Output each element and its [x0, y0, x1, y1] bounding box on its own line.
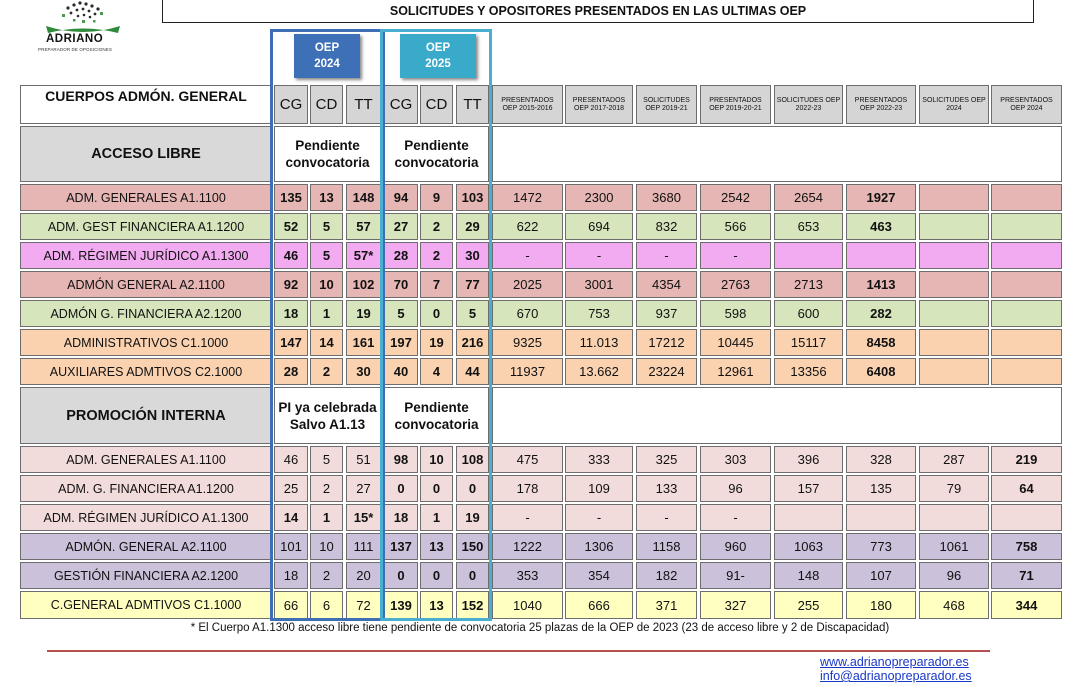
history-cell — [919, 271, 989, 298]
value-cell: 7 — [420, 271, 453, 298]
value-cell: 5 — [384, 300, 418, 327]
history-cell: 71 — [991, 562, 1062, 589]
value-cell: 2 — [310, 562, 343, 589]
history-cell: 2025 — [492, 271, 563, 298]
history-cell: 622 — [492, 213, 563, 240]
history-cell: 13356 — [774, 358, 843, 385]
value-cell: 0 — [420, 300, 453, 327]
value-cell: 46 — [274, 242, 308, 269]
value-cell: 2 — [420, 213, 453, 240]
history-header: PRESENTADOS OEP 2022-23 — [846, 85, 916, 124]
history-cell: 107 — [846, 562, 916, 589]
value-cell: 5 — [310, 213, 343, 240]
history-cell — [919, 184, 989, 211]
history-cell: 566 — [700, 213, 771, 240]
value-cell: 216 — [456, 329, 489, 356]
value-cell: 137 — [384, 533, 418, 560]
value-cell: 30 — [456, 242, 489, 269]
value-cell: 9 — [420, 184, 453, 211]
history-cell: 670 — [492, 300, 563, 327]
value-cell: 102 — [346, 271, 381, 298]
value-cell: 13 — [420, 591, 453, 619]
history-cell: 79 — [919, 475, 989, 502]
history-cell: 282 — [846, 300, 916, 327]
email-link[interactable]: info@adrianopreparador.es — [820, 669, 972, 683]
history-cell: 1061 — [919, 533, 989, 560]
value-cell: 18 — [384, 504, 418, 531]
history-cell: 960 — [700, 533, 771, 560]
page-title: SOLICITUDES Y OPOSITORES PRESENTADOS EN LAS ULTIMAS OEP — [162, 0, 1034, 23]
history-cell: - — [636, 242, 697, 269]
value-cell: 197 — [384, 329, 418, 356]
history-cell: - — [700, 242, 771, 269]
value-cell: 13 — [420, 533, 453, 560]
value-cell: 2 — [310, 475, 343, 502]
history-cell: 753 — [565, 300, 633, 327]
value-cell: 13 — [310, 184, 343, 211]
value-cell: 1 — [420, 504, 453, 531]
history-cell: 287 — [919, 446, 989, 473]
row-label: ADMÓN GENERAL A2.1100 — [20, 271, 272, 298]
history-cell: 10445 — [700, 329, 771, 356]
table-main-header: CUERPOS ADMÓN. GENERAL — [20, 85, 272, 124]
history-cell: 1158 — [636, 533, 697, 560]
history-cell: - — [700, 504, 771, 531]
value-cell: 161 — [346, 329, 381, 356]
value-cell: 51 — [346, 446, 381, 473]
value-cell: 108 — [456, 446, 489, 473]
history-cell: 1063 — [774, 533, 843, 560]
value-cell: 2 — [310, 358, 343, 385]
history-cell: 1222 — [492, 533, 563, 560]
history-cell: - — [565, 504, 633, 531]
value-cell: 25 — [274, 475, 308, 502]
history-cell: 15117 — [774, 329, 843, 356]
value-cell: 29 — [456, 213, 489, 240]
value-cell: 28 — [274, 358, 308, 385]
value-cell: 1 — [310, 504, 343, 531]
value-cell: 27 — [384, 213, 418, 240]
col-header-tt: TT — [456, 85, 489, 124]
history-cell: 157 — [774, 475, 843, 502]
value-cell: 4 — [420, 358, 453, 385]
history-cell: - — [565, 242, 633, 269]
value-cell: 10 — [420, 446, 453, 473]
section-history-blank — [492, 387, 1062, 444]
history-cell: 133 — [636, 475, 697, 502]
value-cell: 70 — [384, 271, 418, 298]
history-cell — [919, 213, 989, 240]
row-label: ADM. RÉGIMEN JURÍDICO A1.1300 — [20, 242, 272, 269]
history-cell: 12961 — [700, 358, 771, 385]
history-cell: 396 — [774, 446, 843, 473]
history-cell: - — [492, 242, 563, 269]
history-cell: 148 — [774, 562, 843, 589]
section-history-blank — [492, 126, 1062, 182]
history-cell — [919, 329, 989, 356]
value-cell: 40 — [384, 358, 418, 385]
value-cell: 30 — [346, 358, 381, 385]
history-cell: 2713 — [774, 271, 843, 298]
history-cell — [991, 184, 1062, 211]
note-2025: Pendiente convocatoria — [384, 387, 489, 444]
value-cell: 0 — [456, 475, 489, 502]
history-cell — [919, 504, 989, 531]
history-cell: 327 — [700, 591, 771, 619]
history-cell — [991, 358, 1062, 385]
history-cell: 180 — [846, 591, 916, 619]
history-cell: 219 — [991, 446, 1062, 473]
row-label: ADM. GEST FINANCIERA A1.1200 — [20, 213, 272, 240]
history-cell: 2654 — [774, 184, 843, 211]
history-header: SOLICITUDES OEP 2024 — [919, 85, 989, 124]
history-cell: 758 — [991, 533, 1062, 560]
oep-2024-box — [294, 34, 360, 78]
history-cell — [919, 358, 989, 385]
history-cell: 4354 — [636, 271, 697, 298]
logo-tree-icon — [38, 0, 128, 34]
value-cell: 28 — [384, 242, 418, 269]
history-cell: 371 — [636, 591, 697, 619]
history-cell: 353 — [492, 562, 563, 589]
row-label: ADMINISTRATIVOS C1.1000 — [20, 329, 272, 356]
history-cell — [991, 242, 1062, 269]
value-cell: 15* — [346, 504, 381, 531]
row-label: AUXILIARES ADMTIVOS C2.1000 — [20, 358, 272, 385]
value-cell: 77 — [456, 271, 489, 298]
note-2025: Pendiente convocatoria — [384, 126, 489, 182]
history-cell: 178 — [492, 475, 563, 502]
value-cell: 6 — [310, 591, 343, 619]
history-cell: 2763 — [700, 271, 771, 298]
history-cell — [774, 504, 843, 531]
history-cell: 11937 — [492, 358, 563, 385]
history-cell — [846, 242, 916, 269]
value-cell: 0 — [384, 475, 418, 502]
history-cell: 255 — [774, 591, 843, 619]
value-cell: 18 — [274, 300, 308, 327]
value-cell: 2 — [420, 242, 453, 269]
history-cell: 325 — [636, 446, 697, 473]
history-cell — [919, 242, 989, 269]
col-header-cg: CG — [384, 85, 418, 124]
history-header: PRESENTADOS OEP 2019-20-21 — [700, 85, 771, 124]
history-cell: 3680 — [636, 184, 697, 211]
history-cell: 3001 — [565, 271, 633, 298]
value-cell: 152 — [456, 591, 489, 619]
history-cell: 694 — [565, 213, 633, 240]
footnote: * El Cuerpo A1.1300 acceso libre tiene pendiente de convocatoria 25 plazas de la OEP de 2023 (23 de acceso libre y 2 de Discapacidad) — [190, 622, 890, 634]
value-cell: 46 — [274, 446, 308, 473]
value-cell: 44 — [456, 358, 489, 385]
history-cell: 653 — [774, 213, 843, 240]
history-cell: 135 — [846, 475, 916, 502]
value-cell: 150 — [456, 533, 489, 560]
history-cell: 23224 — [636, 358, 697, 385]
history-cell: 96 — [919, 562, 989, 589]
value-cell: 18 — [274, 562, 308, 589]
history-header: PRESENTADOS OEP 2017-2018 — [565, 85, 633, 124]
value-cell: 14 — [274, 504, 308, 531]
history-cell: 1413 — [846, 271, 916, 298]
value-cell: 103 — [456, 184, 489, 211]
divider — [47, 650, 990, 652]
history-cell — [991, 329, 1062, 356]
history-cell: 468 — [919, 591, 989, 619]
value-cell: 10 — [310, 271, 343, 298]
history-cell: 91- — [700, 562, 771, 589]
history-cell: 666 — [565, 591, 633, 619]
col-header-tt: TT — [346, 85, 381, 124]
value-cell: 66 — [274, 591, 308, 619]
history-cell — [991, 300, 1062, 327]
history-cell: 96 — [700, 475, 771, 502]
value-cell: 0 — [420, 475, 453, 502]
history-cell: 109 — [565, 475, 633, 502]
section-promocion_interna: PROMOCIÓN INTERNA — [20, 387, 272, 444]
oep-year: 2025 — [425, 58, 451, 70]
history-cell: - — [492, 504, 563, 531]
oep-label: OEP — [314, 42, 340, 54]
value-cell: 57* — [346, 242, 381, 269]
value-cell: 10 — [310, 533, 343, 560]
row-label: ADM. GENERALES A1.1100 — [20, 184, 272, 211]
history-cell: 354 — [565, 562, 633, 589]
history-cell: 2542 — [700, 184, 771, 211]
history-cell: 8458 — [846, 329, 916, 356]
section-acceso_libre: ACCESO LIBRE — [20, 126, 272, 182]
value-cell: 135 — [274, 184, 308, 211]
history-cell — [774, 242, 843, 269]
value-cell: 72 — [346, 591, 381, 619]
history-cell: 773 — [846, 533, 916, 560]
row-label: ADM. RÉGIMEN JURÍDICO A1.1300 — [20, 504, 272, 531]
history-cell: 6408 — [846, 358, 916, 385]
note-2024: PI ya celebrada Salvo A1.13 — [274, 387, 381, 444]
history-header: SOLICITUDES OEP 2019-21 — [636, 85, 697, 124]
value-cell: 14 — [310, 329, 343, 356]
history-cell: 1472 — [492, 184, 563, 211]
value-cell: 148 — [346, 184, 381, 211]
logo-brand: ADRIANO — [46, 33, 104, 45]
value-cell: 5 — [456, 300, 489, 327]
value-cell: 111 — [346, 533, 381, 560]
value-cell: 92 — [274, 271, 308, 298]
history-cell: 475 — [492, 446, 563, 473]
value-cell: 20 — [346, 562, 381, 589]
value-cell: 101 — [274, 533, 308, 560]
row-label: ADM. G. FINANCIERA A1.1200 — [20, 475, 272, 502]
history-cell — [991, 271, 1062, 298]
history-cell: 9325 — [492, 329, 563, 356]
history-cell — [919, 300, 989, 327]
value-cell: 94 — [384, 184, 418, 211]
history-cell: 600 — [774, 300, 843, 327]
history-cell: 182 — [636, 562, 697, 589]
oep-2025-box — [400, 34, 476, 78]
history-cell: 1040 — [492, 591, 563, 619]
history-cell: 333 — [565, 446, 633, 473]
history-cell: 11.013 — [565, 329, 633, 356]
col-header-cd: CD — [420, 85, 453, 124]
history-cell: 1927 — [846, 184, 916, 211]
value-cell: 19 — [456, 504, 489, 531]
oep-year: 2024 — [314, 58, 340, 70]
history-cell: 2300 — [565, 184, 633, 211]
history-header: PRESENTADOS OEP 2024 — [991, 85, 1062, 124]
history-cell — [846, 504, 916, 531]
history-cell: 832 — [636, 213, 697, 240]
history-cell — [991, 504, 1062, 531]
value-cell: 1 — [310, 300, 343, 327]
history-cell: 13.662 — [565, 358, 633, 385]
value-cell: 147 — [274, 329, 308, 356]
note-2024: Pendiente convocatoria — [274, 126, 381, 182]
history-cell: 1306 — [565, 533, 633, 560]
website-link[interactable]: www.adrianopreparador.es — [820, 655, 969, 669]
row-label: ADM. GENERALES A1.1100 — [20, 446, 272, 473]
oep-label: OEP — [425, 42, 451, 54]
value-cell: 19 — [420, 329, 453, 356]
history-cell: - — [636, 504, 697, 531]
row-label: ADMÓN. GENERAL A2.1100 — [20, 533, 272, 560]
row-label: ADMÓN G. FINANCIERA A2.1200 — [20, 300, 272, 327]
row-label: C.GENERAL ADMTIVOS C1.1000 — [20, 591, 272, 619]
history-cell: 303 — [700, 446, 771, 473]
logo-tagline: PREPARADOR DE OPOSICIONES — [38, 47, 112, 52]
value-cell: 0 — [456, 562, 489, 589]
value-cell: 19 — [346, 300, 381, 327]
value-cell: 0 — [420, 562, 453, 589]
value-cell: 27 — [346, 475, 381, 502]
value-cell: 139 — [384, 591, 418, 619]
value-cell: 98 — [384, 446, 418, 473]
value-cell: 52 — [274, 213, 308, 240]
history-cell: 598 — [700, 300, 771, 327]
history-cell: 64 — [991, 475, 1062, 502]
history-cell: 463 — [846, 213, 916, 240]
value-cell: 57 — [346, 213, 381, 240]
col-header-cg: CG — [274, 85, 308, 124]
history-cell: 17212 — [636, 329, 697, 356]
row-label: GESTIÓN FINANCIERA A2.1200 — [20, 562, 272, 589]
history-cell — [991, 213, 1062, 240]
col-header-cd: CD — [310, 85, 343, 124]
value-cell: 0 — [384, 562, 418, 589]
history-cell: 937 — [636, 300, 697, 327]
history-cell: 328 — [846, 446, 916, 473]
value-cell: 5 — [310, 446, 343, 473]
logo — [38, 0, 128, 58]
history-cell: 344 — [991, 591, 1062, 619]
history-header: PRESENTADOS OEP 2015-2016 — [492, 85, 563, 124]
history-header: SOLICITUDES OEP 2022-23 — [774, 85, 843, 124]
value-cell: 5 — [310, 242, 343, 269]
